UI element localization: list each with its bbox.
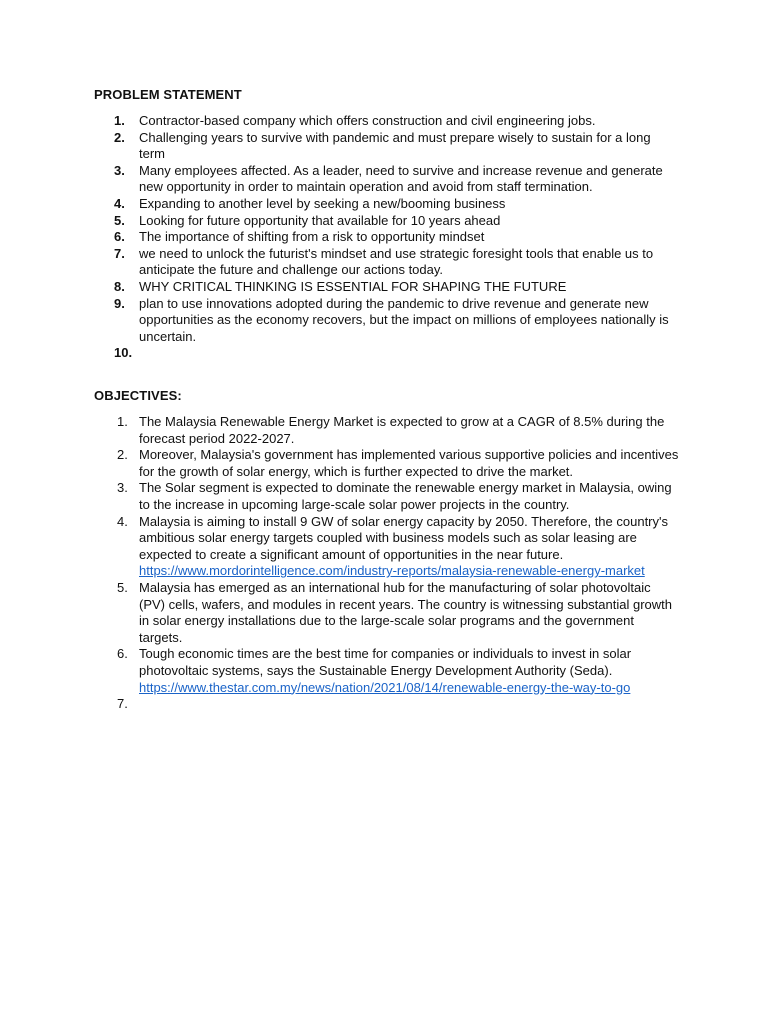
source-link-mordor-intelligence[interactable]: https://www.mordorintelligence.com/industry-reports/malaysia-renewable-energy-market — [139, 563, 645, 579]
list-number: 7. — [114, 245, 125, 261]
list-item — [117, 646, 679, 696]
list-item-text: Malaysia is aiming to install 9 GW of solar energy capacity by 2050. Therefore, the country's ambitious solar energy targets coupled with business models such as solar leasing are expected to create a significant amount of opportunities in the near future. — [139, 513, 668, 562]
list-item — [114, 295, 679, 346]
list-number: 7. — [117, 696, 128, 712]
list-item — [114, 278, 679, 296]
list-item — [117, 579, 679, 646]
list-item — [114, 245, 679, 279]
list-number: 5. — [117, 579, 128, 595]
problem-statement-list — [114, 113, 679, 362]
list-item — [117, 447, 679, 480]
list-item-text — [139, 345, 143, 360]
list-number: 9. — [114, 295, 125, 311]
list-item-text — [139, 696, 143, 711]
list-item — [117, 414, 679, 447]
list-number: 6. — [117, 646, 128, 662]
list-item-text: plan to use innovations adopted during the pandemic to drive revenue and generate new opportunities as the economy recovers, but the impact on millions of employees nationally is uncertain. — [139, 295, 669, 344]
list-item-text: Malaysia has emerged as an international hub for the manufacturing of solar photovoltaic (PV) cells, wafers, and modules in recent years. The country is witnessing substantial growth in solar energy installations due to the large-scale solar programs and the government targets. — [139, 579, 672, 645]
list-item-text: The Malaysia Renewable Energy Market is expected to grow at a CAGR of 8.5% during the forecast period 2022-2027. — [139, 414, 665, 446]
list-item — [114, 345, 679, 362]
list-number: 3. — [117, 480, 128, 496]
list-item — [117, 480, 679, 513]
list-item-text: Many employees affected. As a leader, need to survive and increase revenue and generate new opportunity in order to maintain operation and avoid from staff termination. — [139, 162, 663, 195]
list-item-text: Expanding to another level by seeking a new/booming business — [139, 195, 506, 211]
problem-statement-heading: PROBLEM STATEMENT — [94, 87, 242, 102]
list-item — [114, 212, 679, 230]
list-item — [117, 513, 679, 580]
objectives-heading: OBJECTIVES: — [94, 388, 182, 403]
list-item — [114, 113, 679, 130]
list-number: 2. — [117, 447, 128, 463]
list-number: 4. — [114, 195, 125, 211]
list-item-text: WHY CRITICAL THINKING IS ESSENTIAL FOR SHAPING THE FUTURE — [139, 278, 567, 294]
list-number: 1. — [117, 414, 128, 429]
list-number: 2. — [114, 129, 125, 145]
list-item-text: The Solar segment is expected to dominate the renewable energy market in Malaysia, owing to the increase in upcoming large-scale solar power projects in the country. — [139, 480, 672, 512]
list-item-text: Looking for future opportunity that available for 10 years ahead — [139, 212, 501, 228]
list-item-text: Challenging years to survive with pandemic and must prepare wisely to sustain for a long term — [139, 129, 651, 162]
list-number: 8. — [114, 278, 125, 294]
list-item — [114, 229, 679, 246]
list-item — [114, 162, 679, 196]
list-number: 1. — [114, 113, 125, 128]
objectives-list — [117, 414, 679, 713]
list-number: 6. — [114, 229, 125, 245]
list-item — [114, 195, 679, 213]
list-number: 3. — [114, 162, 125, 178]
list-item-text: The importance of shifting from a risk to opportunity mindset — [139, 229, 485, 245]
list-number: 10. — [114, 345, 133, 361]
list-item-text: Tough economic times are the best time for companies or individuals to invest in solar photovoltaic systems, says the Sustainable Energy Development Authority (Seda). — [139, 646, 632, 678]
list-item-text: Moreover, Malaysia's government has implemented various supportive policies and incentives for the growth of solar energy, which is further expected to drive the market. — [139, 447, 679, 479]
list-item — [114, 129, 679, 163]
source-link-the-star[interactable]: https://www.thestar.com.my/news/nation/2021/08/14/renewable-energy-the-way-to-go — [139, 679, 631, 695]
list-number: 4. — [117, 513, 128, 529]
list-item — [117, 696, 679, 713]
list-number: 5. — [114, 212, 125, 228]
list-item-text: Contractor-based company which offers construction and civil engineering jobs. — [139, 113, 596, 128]
list-item-text: we need to unlock the futurist's mindset and use strategic foresight tools that enable us to anticipate the future and challenge our actions today. — [139, 245, 654, 278]
